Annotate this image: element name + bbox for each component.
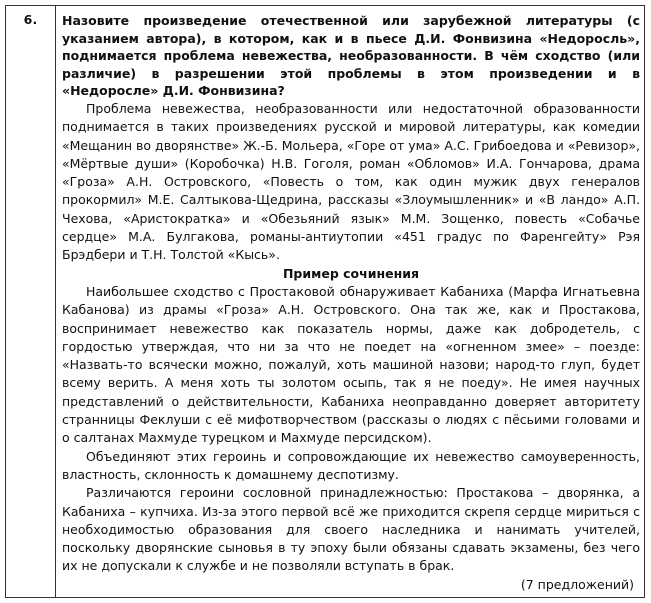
essay-paragraph-1: Наибольшее сходство с Простаковой обнаруживает Кабаниха (Марфа Игнатьевна Кабанова) из драмы «Гроза» А.Н. Островского. Она так же, как и Простакова, воспринимает невежество как показатель нормы, даже как добродетель, с гордостью утверждая, что ни за что не поедет на «огненном змее» – поезде: «Назвать-то всячески можно, пожалуй, хоть машиной назови; народ-то глуп, будет всему верить. А меня хоть ты золотом осыпь, так я не поеду». Не имея научных представлений о действительности, Кабаниха неоправданно доверяет авторитету странницы Феклуши с её мифотворчеством (рассказы о людях с пёсьими головами и о салтанах Махмуде турецком и Махмуде персидском). xyxy=(62,283,640,446)
task-table xyxy=(5,5,645,598)
essay-paragraph-2: Объединяют этих героинь и сопровождающие их невежество самоуверенность, властность, склонность к домашнему деспотизму. xyxy=(62,448,640,482)
task-number-cell xyxy=(6,6,56,597)
task-content-cell xyxy=(62,12,640,594)
question-text: Назовите произведение отечественной или зарубежной литературы (с указанием автора), в котором, как и в пьесе Д.И. Фонвизина «Недоросль», поднимается проблема невежества, необразованности. В чём сходство (или различие) в разрешении этой проблемы в этом произведении и в «Недоросле» Д.И. Фонвизина? xyxy=(62,13,640,99)
task-number: 6. xyxy=(23,12,38,27)
essay-paragraph-3: Различаются героини сословной принадлежностью: Простакова – дворянка, а Кабаниха – купчиха. Из-за этого первой всё же приходится скрепя сердце мириться с необходимостью образования для своего наследника и нанимать учителей, поскольку дворянские сыновья в ту эпоху были обязаны сдавать экзамены, без чего их не допускали к службе и не позволяли вступать в брак. xyxy=(62,485,640,574)
answer-intro: Проблема невежества, необразованности или недостаточной образованности поднимается в таких произведениях русской и мировой литературы, как комедии «Мещанин во дворянстве» Ж.-Б. Мольера, «Горе от ума» А.С. Грибоедова и «Ревизор», «Мёртвые души» (Коробочка) Н.В. Гоголя, роман «Обломов» И.А. Гончарова, драма «Гроза» А.Н. Островского, «Повесть о том, как один мужик двух генералов прокормил» М.Е. Салтыкова-Щедрина, рассказы «Злоумышленник» и «В ландо» А.П. Чехова, «Аристократка» и «Обезьяний язык» М.М. Зощенко, повесть «Собачье сердце» М.А. Булгакова, романы-антиутопии «451 градус по Фаренгейту» Рэя Брэдбери и Т.Н. Толстой «Кысь». xyxy=(62,100,640,263)
example-title: Пример сочинения xyxy=(282,265,420,281)
sentence-count: (7 предложений) xyxy=(520,576,634,592)
